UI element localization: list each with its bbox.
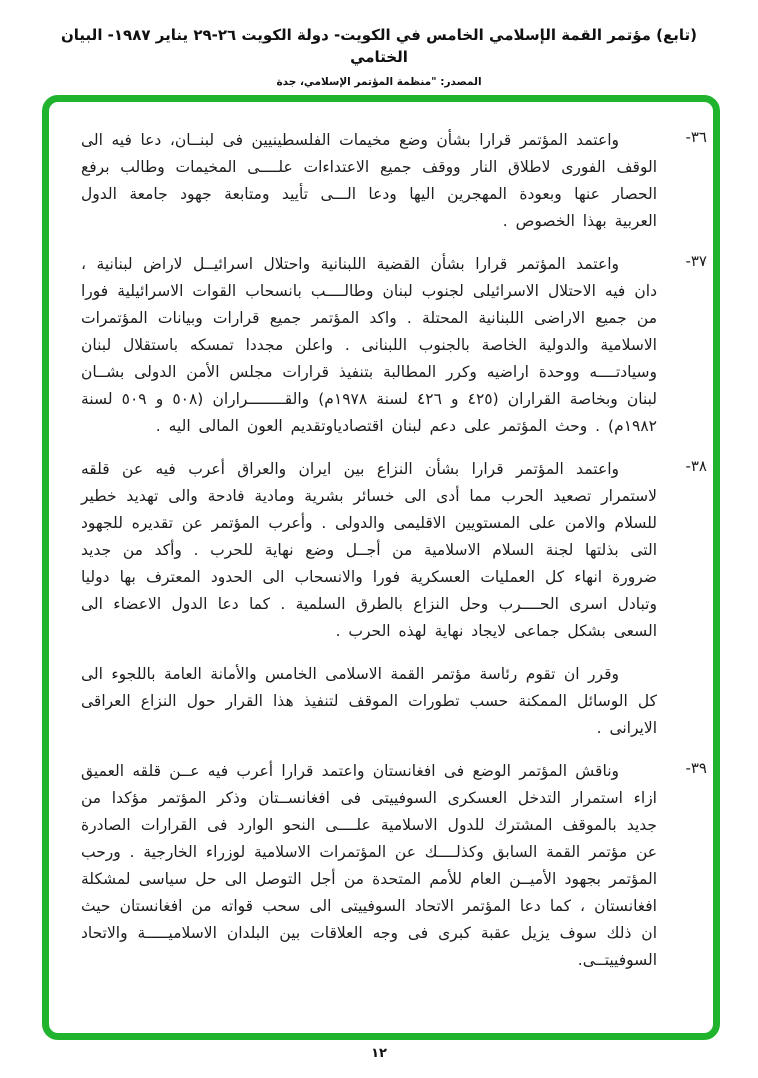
paragraph-37-text: واعتمد المؤتمر قرارا بشأن القضية اللبنانية واحتلال اسرائيــل لاراض لبنانية ، دان فيه الاحتلال الاسرائيلى لجنوب لبنان وطالــــب بانسحاب القوات الاسرائيلية فورا من جميع الاراضى اللبنانية المحتلة . واكد المؤتمر جميع قرارات وبيانات المؤتمرات الاسلامية والدولية الخاصة بالجنوب اللبنانى . واعلن مجددا تمسكه باستقلال لبنان وسيادتــــه ووحدة اراضيه وكرر المطالبة بتنفيذ قرارات مجلس الأمن الدولى بشــان لبنان وبخاصة القراران (٤٢٥ و ٤٢٦ لسنة ١٩٧٨م) والقــــــــراران (٥٠٨ و ٥٠٩ لسنة ١٩٨٢م) . وحث المؤتمر على دعم لبنان اقتصادياوتقديم العون المالى اليه . (81, 255, 658, 435)
paragraph-36 (69, 127, 707, 235)
paragraph-36-number: ٣٦- (685, 128, 707, 146)
paragraph-38-text: واعتمد المؤتمر قرارا بشأن النزاع بين ايران والعراق أعرب فيه عن قلقه لاستمرار تصعيد الحرب مما أدى الى خسائر بشرية ومادية فادحة والى تهديد خطير للسلام والامن على المستويين الاقليمى والدولى . وأعرب المؤتمر عن تقديره للجهود التى بذلتها لجنة السلام الاسلامية من أجــل وضع نهاية للحرب . وأكد من جديد ضرورة انهاء كل العمليات العسكرية فورا والانسحاب الى الحدود المعترف بها دوليا وتبادل اسرى الحــــرب وحل النزاع بالطرق السلمية . كما دعا الدول الاعضاء الى السعى بشكل جماعى لايجاد نهاية لهذه الحرب . (81, 460, 657, 640)
paragraph-37-number: ٣٧- (685, 252, 707, 270)
paragraph-38-continuation-number (657, 661, 707, 742)
paragraph-39-text: وناقش المؤتمر الوضع فى افغانستان واعتمد قرارا أعرب فيه عــن قلقه العميق ازاء استمرار التدخل العسكرى السوفييتى فى افغانســتان وذكر المؤتمر مؤكدا من جديد بالموقف المشترك للدول الاسلامية علــــى النحو الوارد فى القرارات الصادرة عن مؤتمر القمة السابق وكذلــــك عن المؤتمرات الاسلامية لوزراء الخارجية . ورحب المؤتمر بجهود الأميــن العام للأمم المتحدة من أجل التوصل الى حل سياسى لمشكلة افغانستان ، كما دعا المؤتمر الاتحاد السوفييتى الى سحب قواته من افغانستان حيث ان ذلك سوف يزيل عقبة كبرى فى وجه العلاقات بين البلدان الاسلاميـــــة والاتحاد السوفييتــى. (81, 762, 657, 969)
paragraph-37 (69, 251, 707, 440)
paragraph-38-number: ٣٨- (685, 457, 707, 475)
page-number: ١٢ (371, 1046, 387, 1061)
document-body (69, 127, 707, 990)
paragraph-39 (69, 758, 707, 974)
source-line: المصدر: "منظمة المؤتمر الإسلامي، جدة (276, 76, 482, 88)
content-border-frame (42, 95, 720, 1040)
paragraph-39-number: ٣٩- (685, 759, 707, 777)
paragraph-36-text: واعتمد المؤتمر قرارا بشأن وضع مخيمات الفلسطينيين فى لبنــان، دعا فيه الى الوقف الفورى لاطلاق النار ووقف جميع الاعتداءات علــــى المخيمات وطالب برفع الحصار عنها وبعودة المهجرين اليها ودعا الـــى تأييد ومتابعة جهود جامعة الدول العربية بهذا الخصوص . (81, 131, 657, 230)
paragraph-38 (69, 456, 707, 645)
paragraph-38-continuation-text: وقرر ان تقوم رئاسة مؤتمر القمة الاسلامى الخامس والأمانة العامة باللجوء الى كل الوسائل الممكنة حسب تطورات الموقف لتنفيذ هذا القرار حول النزاع العراقى الايرانى . (81, 665, 657, 737)
paragraph-38-continuation (69, 661, 707, 742)
page-title: (تابع) مؤتمر القمة الإسلامي الخامس في الكويت- دولة الكويت ٢٦-٢٩ يناير ١٩٨٧- البيان الختامي (61, 26, 697, 66)
page-header (0, 24, 758, 88)
